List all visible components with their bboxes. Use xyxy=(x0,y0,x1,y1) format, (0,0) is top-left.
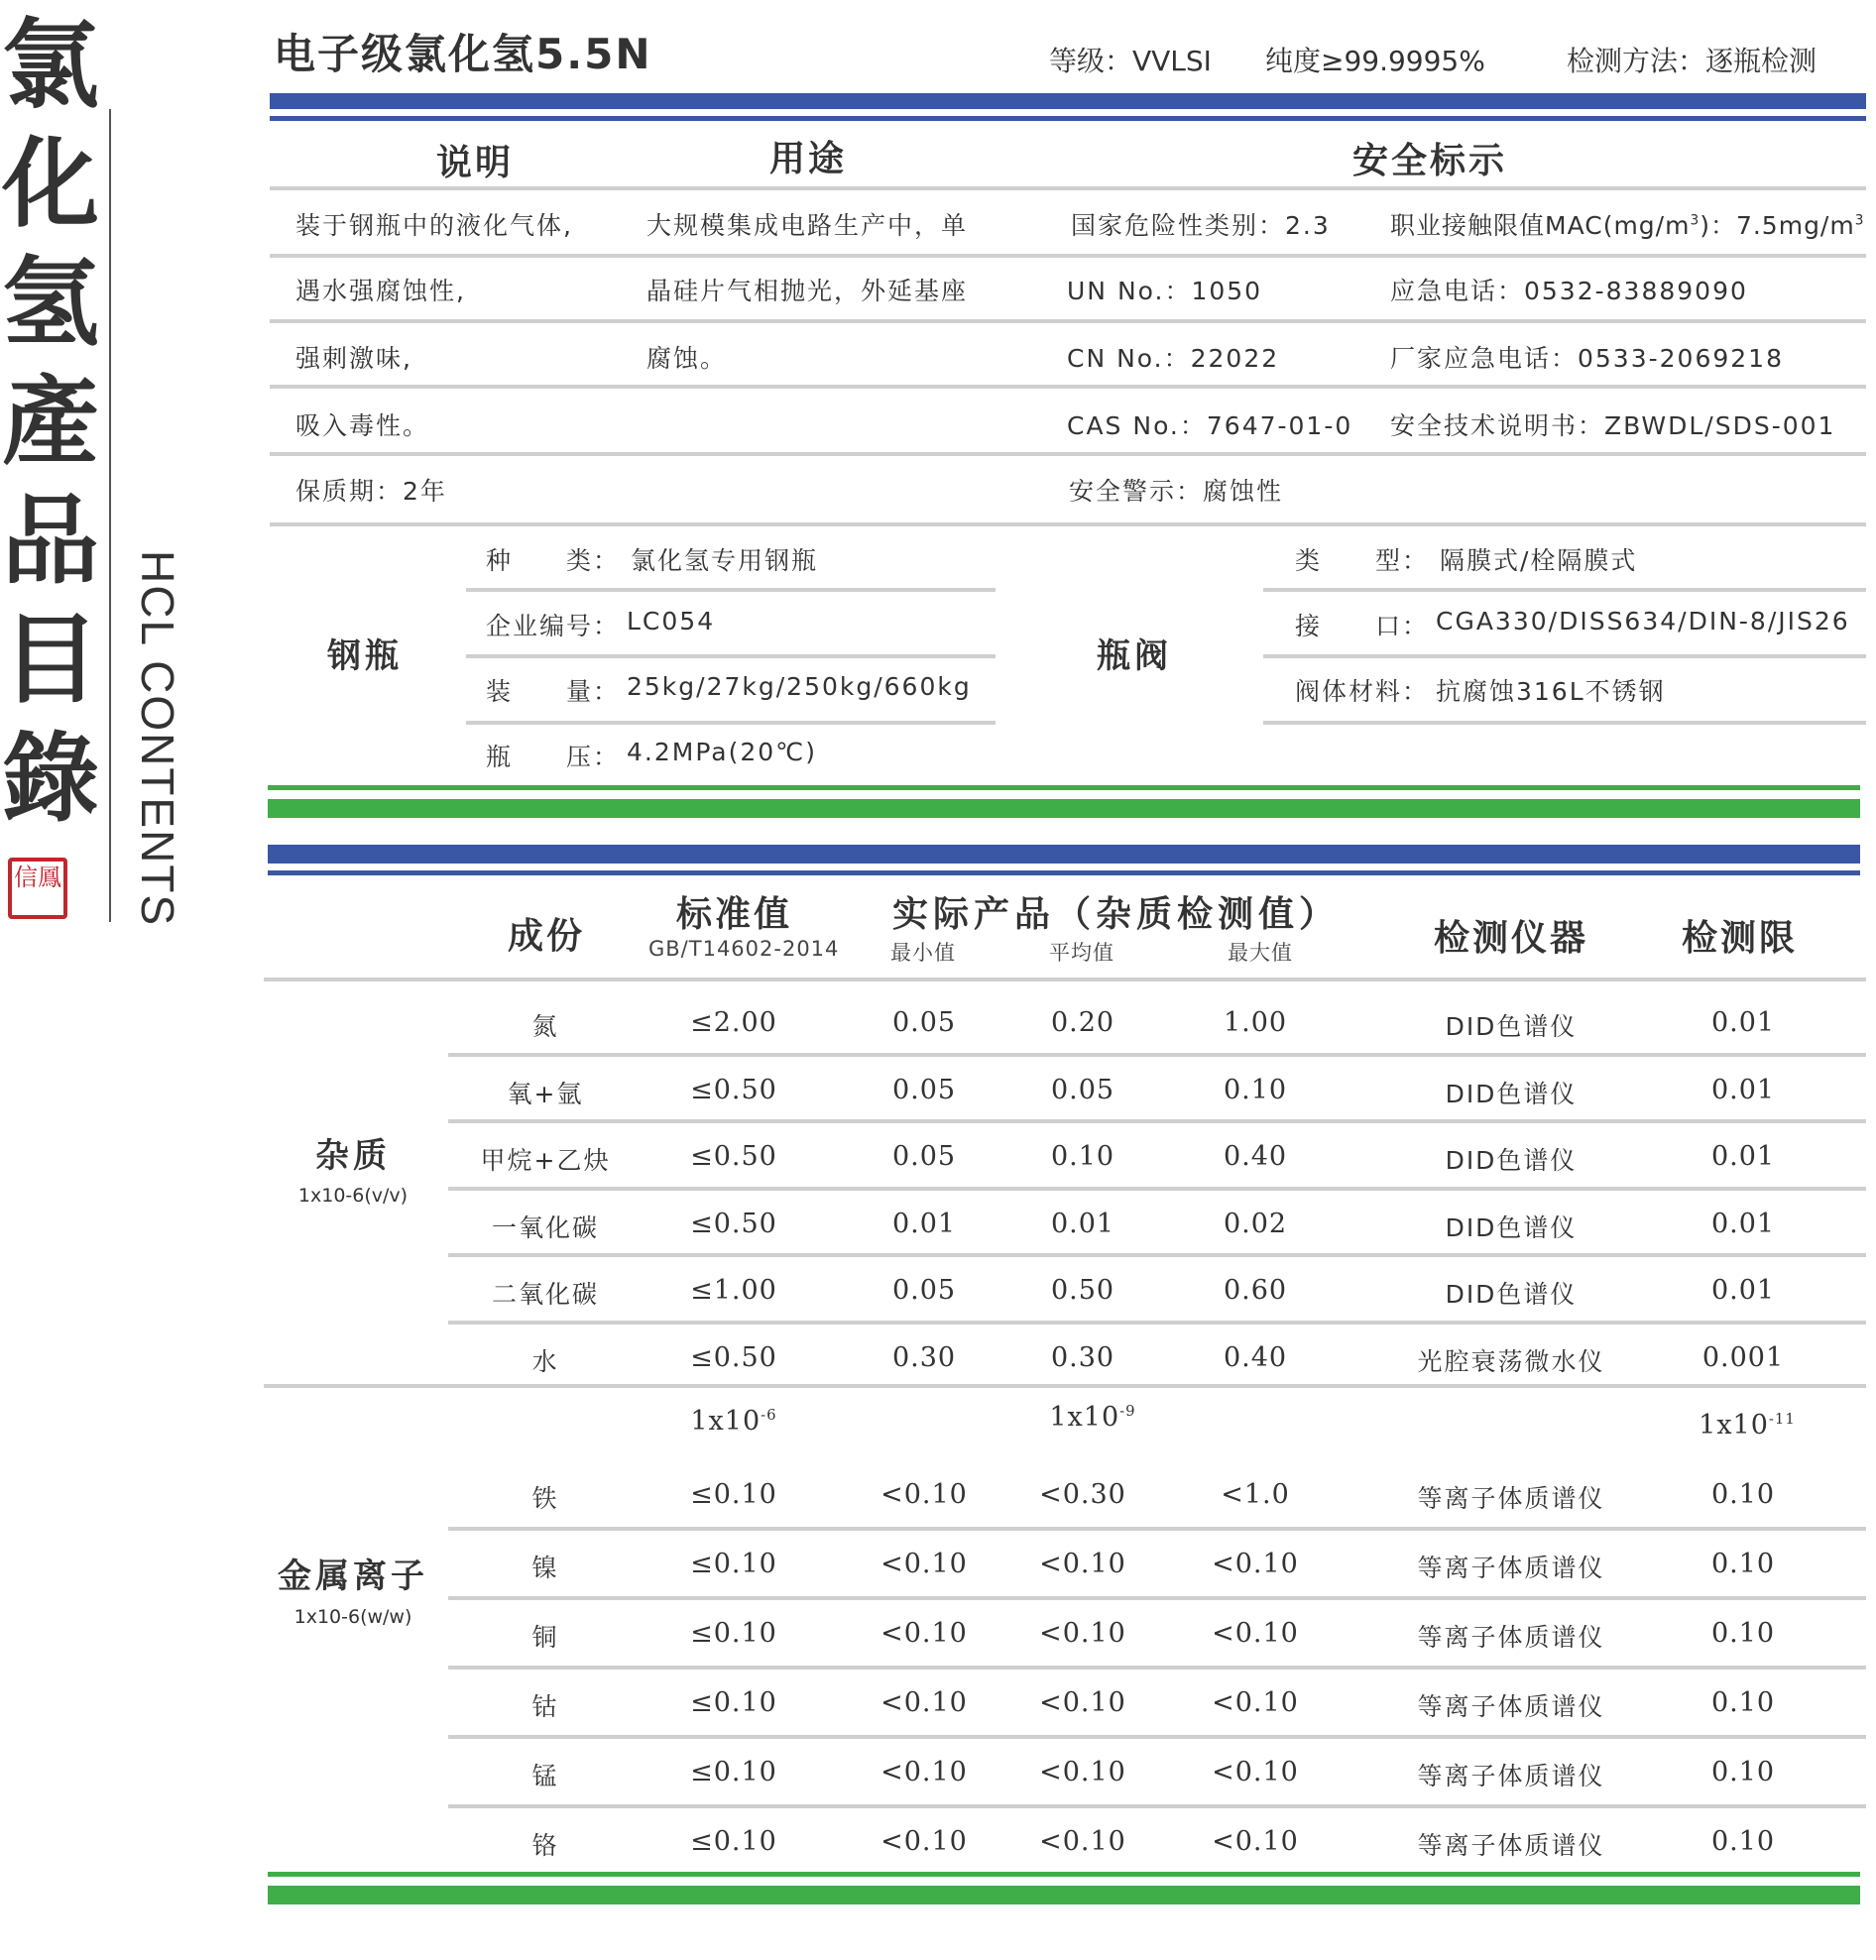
standard-header: 标准值 xyxy=(676,894,793,935)
row-divider xyxy=(270,254,1866,258)
min-subheader: 最小值 xyxy=(890,941,956,965)
row-divider xyxy=(448,1596,1866,1600)
cylinder-capacity-value: 25kg/27kg/250kg/660kg xyxy=(627,672,972,701)
row-divider xyxy=(270,319,1866,323)
instrument-name: DID色谱仪 xyxy=(1445,1146,1578,1175)
description-header: 说明 xyxy=(436,143,515,183)
usage-line: 腐蚀。 xyxy=(646,344,728,373)
avg-value: <0.10 xyxy=(1039,1618,1126,1649)
standard-value: ≤1.00 xyxy=(690,1275,777,1306)
avg-value: <0.10 xyxy=(1039,1757,1126,1787)
row-divider xyxy=(466,654,996,658)
row-divider xyxy=(448,1119,1866,1123)
standard-value: ≤0.50 xyxy=(690,1141,777,1172)
avg-subheader: 平均值 xyxy=(1049,941,1114,965)
method-label: 检测方法：逐瓶检测 xyxy=(1567,45,1817,77)
un-number: UN No.：1050 xyxy=(1067,277,1263,305)
min-value: <0.10 xyxy=(880,1687,968,1718)
instrument-name: 光腔衰荡微水仪 xyxy=(1417,1346,1605,1376)
cylinder-code-label: 企业编号： xyxy=(486,612,621,640)
instrument-name: 等离子体质谱仪 xyxy=(1417,1554,1605,1582)
row-divider xyxy=(270,186,1866,190)
valve-material-label: 阀体材料： xyxy=(1295,677,1430,706)
purity-label: 纯度≥99.9995% xyxy=(1265,45,1485,77)
standard-value: ≤0.10 xyxy=(690,1549,777,1579)
avg-value: <0.10 xyxy=(1039,1549,1126,1579)
sidebar-divider xyxy=(109,109,111,922)
min-value: 0.05 xyxy=(891,1074,957,1105)
component-name: 铁 xyxy=(531,1484,559,1513)
usage-line: 大规模集成电路生产中，单 xyxy=(646,211,969,240)
detection-limit: 0.01 xyxy=(1710,1208,1776,1239)
mac-limit-value: )：7.5mg/m xyxy=(1700,211,1855,240)
avg-value: <0.10 xyxy=(1039,1687,1126,1718)
metal-actual-unit xyxy=(1023,1402,1162,1433)
detection-limit: 0.10 xyxy=(1710,1549,1776,1579)
section-green-bar xyxy=(268,799,1860,818)
instrument-name: DID色谱仪 xyxy=(1445,1079,1578,1108)
description-line: 装于钢瓶中的液化气体, xyxy=(295,211,573,240)
sidebar-char: 目 xyxy=(2,603,100,717)
avg-value: 0.20 xyxy=(1050,1007,1115,1038)
avg-value: <0.10 xyxy=(1039,1826,1126,1857)
min-value: 0.05 xyxy=(891,1141,957,1172)
mac-limit xyxy=(1390,206,1864,242)
detection-limit: 0.10 xyxy=(1710,1687,1776,1718)
cn-number: CN No.：22022 xyxy=(1067,344,1280,373)
valve-port-label: 接 口： xyxy=(1295,612,1430,640)
min-value: 0.05 xyxy=(891,1275,957,1306)
standard-value: ≤0.10 xyxy=(690,1479,777,1510)
row-divider xyxy=(270,385,1866,389)
standard-value: ≤0.10 xyxy=(690,1826,777,1857)
safety-warning: 安全警示：腐蚀性 xyxy=(1069,477,1284,506)
detection-limit: 0.10 xyxy=(1710,1618,1776,1649)
header-blue-bar xyxy=(270,93,1866,109)
footer-green-bar xyxy=(268,1886,1860,1904)
section-green-line xyxy=(268,785,1860,790)
metal-limit-unit xyxy=(1678,1410,1817,1441)
hazard-class: 国家危险性类别：2.3 xyxy=(1071,211,1331,240)
row-divider xyxy=(270,522,1866,526)
table-header-divider xyxy=(264,978,1866,981)
component-name: 一氧化碳 xyxy=(491,1212,599,1242)
detection-limit: 0.10 xyxy=(1710,1826,1776,1857)
cylinder-capacity-label: 装 量： xyxy=(486,677,621,706)
usage-line: 晶硅片气相抛光，外延基座 xyxy=(646,277,969,305)
max-value: 1.00 xyxy=(1223,1007,1288,1038)
cylinder-type-value: 氯化氢专用钢瓶 xyxy=(631,546,819,575)
detection-limit: 0.01 xyxy=(1710,1141,1776,1172)
metal-std-unit-base: 1x10 xyxy=(690,1406,762,1437)
detection-limit: 0.001 xyxy=(1701,1341,1785,1373)
max-value: 0.40 xyxy=(1223,1341,1288,1373)
cas-number: CAS No.：7647-01-0 xyxy=(1067,411,1353,440)
max-value: 0.02 xyxy=(1223,1208,1288,1239)
row-divider xyxy=(1263,654,1866,658)
row-divider xyxy=(448,1804,1866,1808)
max-value: <0.10 xyxy=(1212,1757,1299,1787)
shelf-life: 保质期：2年 xyxy=(295,477,447,506)
cylinder-title: 钢瓶 xyxy=(327,636,403,676)
max-value: <0.10 xyxy=(1212,1618,1299,1649)
component-name: 锰 xyxy=(531,1762,559,1790)
mac-limit-sup: 3 xyxy=(1854,212,1865,229)
max-value: <0.10 xyxy=(1212,1687,1299,1718)
valve-material-value: 抗腐蚀316L不锈钢 xyxy=(1436,677,1666,706)
description-line: 遇水强腐蚀性, xyxy=(295,277,466,305)
factory-emergency-phone: 厂家应急电话：0533-2069218 xyxy=(1390,344,1784,373)
impurity-group-label: 杂质 xyxy=(315,1136,391,1176)
avg-value: 0.10 xyxy=(1050,1141,1115,1172)
detection-limit: 0.01 xyxy=(1710,1074,1776,1105)
avg-value: 0.30 xyxy=(1050,1341,1115,1373)
min-value: <0.10 xyxy=(880,1826,968,1857)
max-value: 0.10 xyxy=(1223,1074,1288,1105)
row-divider xyxy=(270,452,1866,456)
min-value: 0.01 xyxy=(891,1208,957,1239)
sidebar-char: 產 xyxy=(2,365,100,479)
cylinder-type-label: 种 类： xyxy=(486,546,621,575)
footer-green-line xyxy=(268,1872,1860,1877)
min-value: <0.10 xyxy=(880,1757,968,1787)
table-blue-bar xyxy=(268,845,1860,864)
detection-limit: 0.01 xyxy=(1710,1275,1776,1306)
header-blue-line xyxy=(270,116,1866,121)
product-title: 电子级氯化氢5.5N xyxy=(274,30,652,78)
standard-value: ≤0.10 xyxy=(690,1618,777,1649)
table-blue-line xyxy=(268,870,1860,875)
instrument-header: 检测仪器 xyxy=(1434,918,1589,959)
max-value: <1.0 xyxy=(1221,1479,1290,1510)
component-name: 甲烷+乙炔 xyxy=(480,1146,611,1175)
impurity-group-unit: 1x10-6(v/v) xyxy=(297,1185,409,1207)
standard-value: ≤0.50 xyxy=(690,1074,777,1105)
instrument-name: DID色谱仪 xyxy=(1445,1280,1578,1309)
min-value: <0.10 xyxy=(880,1618,968,1649)
emergency-phone: 应急电话：0532-83889090 xyxy=(1390,277,1748,305)
sidebar-english-title: HCL CONTENTS xyxy=(132,550,183,928)
row-divider xyxy=(448,1735,1866,1739)
metal-group-label: 金属离子 xyxy=(278,1556,428,1596)
row-divider xyxy=(1263,721,1866,725)
valve-port-value: CGA330/DISS634/DIN-8/JIS26 xyxy=(1436,607,1850,635)
metal-std-unit xyxy=(664,1406,803,1437)
sidebar-char: 氢 xyxy=(2,246,100,360)
mac-limit-label: 职业接触限值MAC(mg/m xyxy=(1390,211,1691,240)
seal-stamp: 信鳳 xyxy=(8,858,67,919)
min-value: <0.10 xyxy=(880,1479,968,1510)
standard-value: ≤2.00 xyxy=(690,1007,777,1038)
sidebar-char: 品 xyxy=(2,484,100,598)
component-name: 铜 xyxy=(531,1623,559,1652)
instrument-name: 等离子体质谱仪 xyxy=(1417,1692,1605,1721)
instrument-name: 等离子体质谱仪 xyxy=(1417,1831,1605,1860)
row-divider xyxy=(448,1321,1866,1325)
instrument-name: 等离子体质谱仪 xyxy=(1417,1484,1605,1513)
sidebar-char: 錄 xyxy=(2,722,100,836)
metal-actual-unit-base: 1x10 xyxy=(1049,1402,1120,1433)
valve-type-label: 类 型： xyxy=(1295,546,1430,575)
row-divider xyxy=(448,1666,1866,1670)
component-name: 钴 xyxy=(531,1692,559,1721)
component-name: 氮 xyxy=(531,1012,559,1041)
cylinder-pressure-label: 瓶 压： xyxy=(486,743,621,771)
instrument-name: 等离子体质谱仪 xyxy=(1417,1762,1605,1790)
standard-subheader: GB/T14602-2014 xyxy=(648,937,840,961)
min-value: <0.10 xyxy=(880,1549,968,1579)
avg-value: <0.30 xyxy=(1039,1479,1126,1510)
usage-header: 用途 xyxy=(769,139,848,179)
instrument-name: DID色谱仪 xyxy=(1445,1012,1578,1041)
metal-limit-unit-exp: -11 xyxy=(1768,1410,1796,1428)
component-name: 镍 xyxy=(531,1554,559,1582)
safety-header: 安全标示 xyxy=(1352,141,1508,181)
component-name: 二氧化碳 xyxy=(491,1280,599,1309)
standard-value: ≤0.50 xyxy=(690,1208,777,1239)
component-name: 铬 xyxy=(531,1831,559,1860)
actual-header: 实际产品（杂质检测值） xyxy=(892,894,1341,935)
sidebar-char: 氯 xyxy=(2,8,100,122)
metal-std-unit-exp: -6 xyxy=(761,1406,777,1424)
standard-value: ≤0.10 xyxy=(690,1757,777,1787)
standard-value: ≤0.10 xyxy=(690,1687,777,1718)
component-name: 氧+氩 xyxy=(507,1079,584,1108)
row-divider xyxy=(1263,588,1866,592)
detection-limit: 0.01 xyxy=(1710,1007,1776,1038)
row-divider xyxy=(448,1527,1866,1531)
max-value: <0.10 xyxy=(1212,1549,1299,1579)
valve-title: 瓶阀 xyxy=(1097,636,1172,676)
group-divider xyxy=(264,1384,1866,1388)
row-divider xyxy=(448,1053,1866,1057)
cylinder-pressure-value: 4.2MPa(20℃) xyxy=(627,738,817,766)
description-line: 强刺激味, xyxy=(295,344,412,373)
mac-limit-sup: 3 xyxy=(1690,212,1700,229)
detection-limit: 0.10 xyxy=(1710,1479,1776,1510)
max-value: 0.40 xyxy=(1223,1141,1288,1172)
max-subheader: 最大值 xyxy=(1228,941,1293,965)
valve-type-value: 隔膜式/栓隔膜式 xyxy=(1440,546,1638,575)
metal-limit-unit-base: 1x10 xyxy=(1699,1410,1769,1441)
avg-value: 0.01 xyxy=(1050,1208,1115,1239)
detection-limit: 0.10 xyxy=(1710,1757,1776,1787)
instrument-name: DID色谱仪 xyxy=(1445,1212,1578,1242)
component-name: 水 xyxy=(531,1346,559,1376)
limit-header: 检测限 xyxy=(1682,918,1799,959)
description-line: 吸入毒性。 xyxy=(295,411,430,440)
row-divider xyxy=(448,1253,1866,1257)
max-value: 0.60 xyxy=(1223,1275,1288,1306)
cylinder-code-value: LC054 xyxy=(627,607,716,635)
row-divider xyxy=(448,1187,1866,1191)
avg-value: 0.50 xyxy=(1050,1275,1115,1306)
min-value: 0.05 xyxy=(891,1007,957,1038)
sds-number: 安全技术说明书：ZBWDL/SDS-001 xyxy=(1390,411,1836,440)
sidebar-char: 化 xyxy=(2,127,100,241)
avg-value: 0.05 xyxy=(1050,1074,1115,1105)
instrument-name: 等离子体质谱仪 xyxy=(1417,1623,1605,1652)
min-value: 0.30 xyxy=(891,1341,957,1373)
max-value: <0.10 xyxy=(1212,1826,1299,1857)
row-divider xyxy=(466,721,996,725)
grade-label: 等级：VVLSI xyxy=(1049,45,1212,77)
row-divider xyxy=(466,588,996,592)
standard-value: ≤0.50 xyxy=(690,1341,777,1373)
metal-actual-unit-exp: -9 xyxy=(1119,1402,1136,1420)
component-header: 成份 xyxy=(508,916,586,957)
metal-group-unit: 1x10-6(w/w) xyxy=(293,1606,412,1628)
